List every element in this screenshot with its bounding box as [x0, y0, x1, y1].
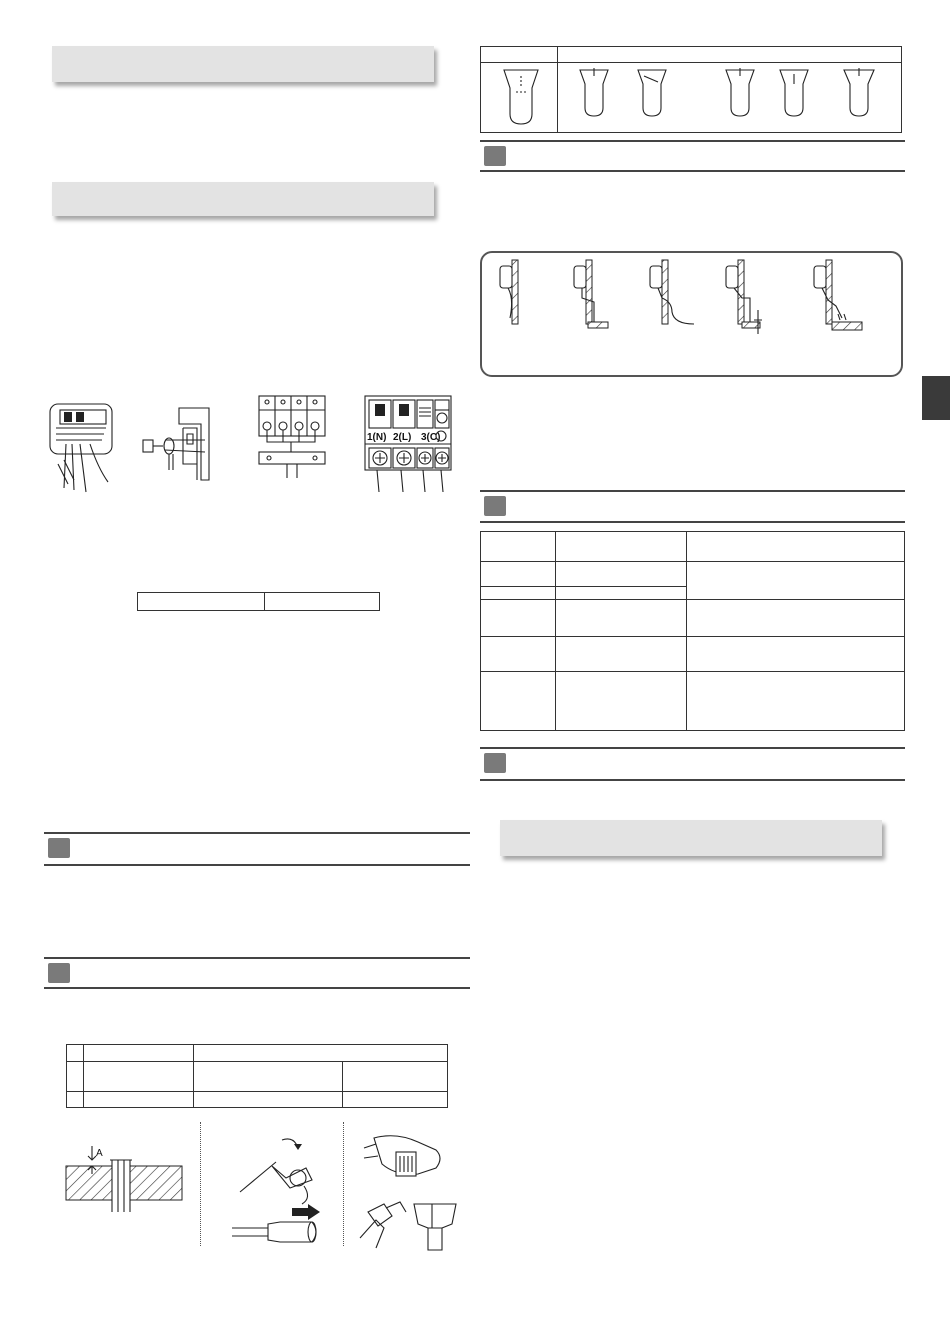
wire-spec-table: [137, 592, 380, 611]
section-number-badge: [484, 146, 506, 166]
section-header-right-3: [480, 747, 905, 781]
section-header-right-2: [480, 490, 905, 523]
terminal-label-1: 1(N): [367, 432, 387, 443]
dimension-label-a: A: [96, 1148, 103, 1159]
chapter-side-tab: [922, 376, 950, 420]
terminal-label-2: 2(L): [393, 432, 412, 443]
section-header-left-2: [44, 957, 470, 989]
section-number-badge: [48, 963, 70, 983]
outdoor-terminal-block-diagram: [363, 394, 455, 496]
terminal-label-3: 3(C): [421, 432, 441, 443]
dotted-divider: [200, 1122, 201, 1246]
flare-shape-defect-illustrations: [576, 66, 886, 122]
section-banner-3: [500, 820, 882, 856]
drain-pipe-illustrations: [496, 258, 866, 342]
flare-dimension-table: [66, 1044, 448, 1108]
section-number-badge: [484, 496, 506, 516]
terminal-block-diagram-small: [255, 394, 331, 480]
pipe-deburring-illustration: [356, 1128, 460, 1252]
check-items-table: [480, 531, 905, 731]
ground-screw-illustration: [135, 404, 215, 484]
section-header-left-1: [44, 832, 470, 866]
dotted-divider: [343, 1122, 344, 1246]
section-banner-2: [52, 182, 434, 216]
section-header-right-1: [480, 140, 905, 172]
section-number-badge: [48, 838, 70, 858]
section-number-badge: [484, 753, 506, 773]
flare-dimension-illustration: [60, 1140, 188, 1212]
flare-shape-correct-illustration: [502, 66, 542, 130]
indoor-unit-wiring-illustration: [46, 398, 116, 494]
section-banner-1: [52, 46, 434, 82]
pipe-cutting-illustration: [228, 1132, 328, 1244]
